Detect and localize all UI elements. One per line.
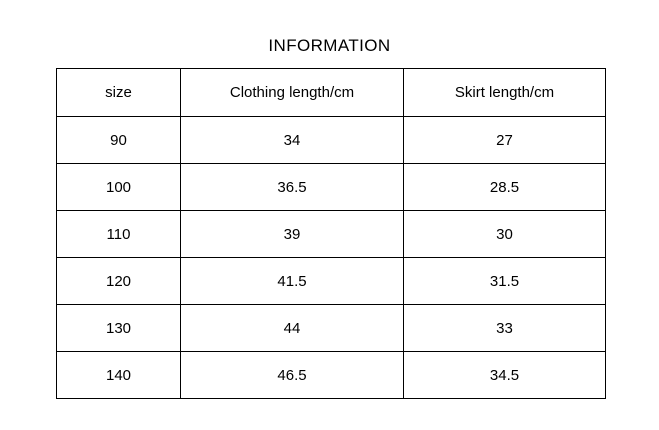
size-chart-container: [56, 68, 605, 399]
cell-skirt-length: 30: [404, 211, 606, 258]
cell-clothing-length: 36.5: [181, 164, 404, 211]
cell-skirt-length: 27: [404, 117, 606, 164]
table-row: [57, 211, 606, 258]
cell-skirt-length: 33: [404, 305, 606, 352]
column-header-size: size: [57, 69, 181, 117]
cell-clothing-length: 46.5: [181, 352, 404, 399]
cell-clothing-length: 39: [181, 211, 404, 258]
table-row: [57, 352, 606, 399]
cell-size: 130: [57, 305, 181, 352]
cell-skirt-length: 34.5: [404, 352, 606, 399]
cell-clothing-length: 41.5: [181, 258, 404, 305]
cell-clothing-length: 44: [181, 305, 404, 352]
page-title: INFORMATION: [268, 36, 391, 55]
column-header-clothing-length: Clothing length/cm: [181, 69, 404, 117]
cell-size: 90: [57, 117, 181, 164]
cell-skirt-length: 31.5: [404, 258, 606, 305]
table-row: [57, 164, 606, 211]
size-chart-table: [56, 68, 606, 399]
cell-size: 140: [57, 352, 181, 399]
cell-clothing-length: 34: [181, 117, 404, 164]
column-header-skirt-length: Skirt length/cm: [404, 69, 606, 117]
table-header-row: [57, 69, 606, 117]
table-row: [57, 258, 606, 305]
table-row: [57, 117, 606, 164]
cell-size: 110: [57, 211, 181, 258]
cell-size: 100: [57, 164, 181, 211]
table-row: [57, 305, 606, 352]
cell-skirt-length: 28.5: [404, 164, 606, 211]
cell-size: 120: [57, 258, 181, 305]
